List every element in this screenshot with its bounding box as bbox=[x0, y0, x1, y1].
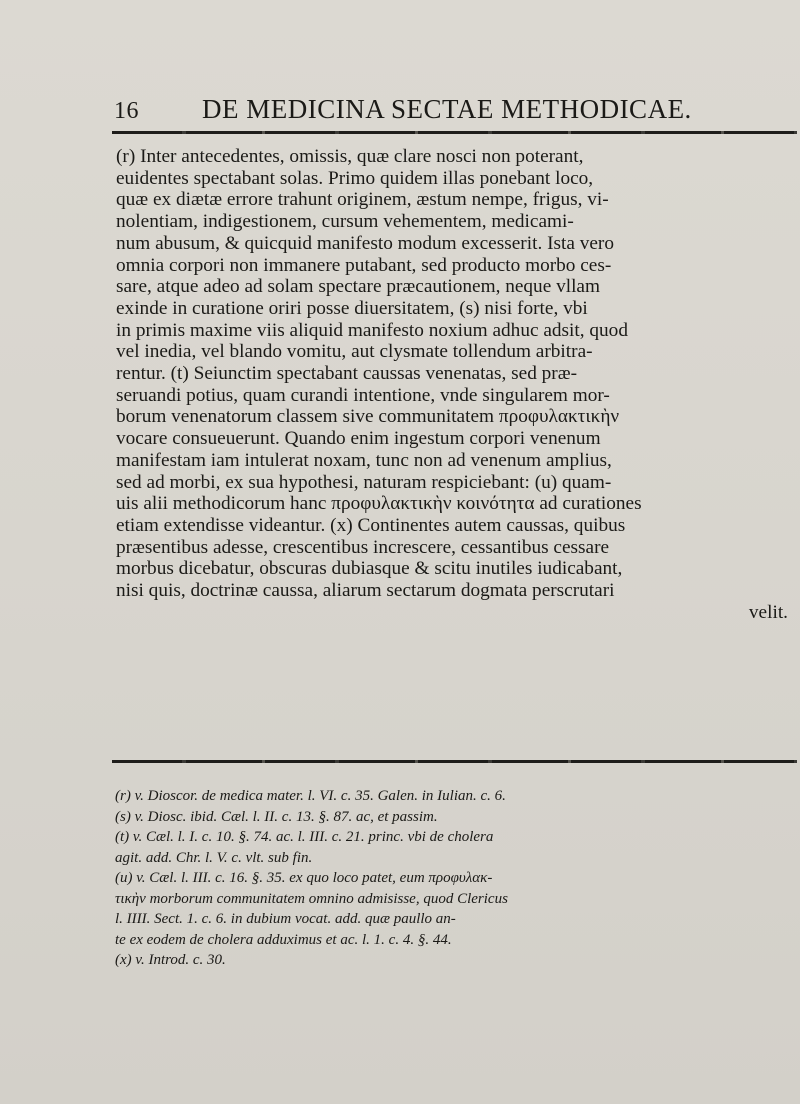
text-line: sed ad morbi, ex sua hypothesi, naturam respiciebant: (u) quam- bbox=[116, 471, 612, 493]
text-line: omnia corpori non immanere putabant, sed producto morbo ces- bbox=[116, 254, 612, 276]
footnote-line: (x) v. Introd. c. 30. bbox=[115, 952, 226, 968]
footnote-separator-rule bbox=[112, 760, 797, 763]
text-line: seruandi potius, quam curandi intentione, vnde singularem mor- bbox=[116, 384, 610, 406]
text-line: morbus dicebatur, obscuras dubiasque & scitu inutiles iudicabant, bbox=[116, 558, 623, 580]
text-line: vocare consueuerunt. Quando enim ingestum corpori venenum bbox=[116, 428, 601, 450]
text-line: borum venenatorum classem sive communitatem προφυλακτικὴν bbox=[116, 406, 620, 428]
text-line: num abusum, & quicquid manifesto modum excesserit. Ista vero bbox=[116, 232, 614, 254]
footnote-line: (r) v. Dioscor. de medica mater. l. VI. c. 35. Galen. in Iulian. c. 6. bbox=[115, 788, 506, 804]
text-line: etiam extendisse videantur. (x) Continentes autem caussas, quibus bbox=[116, 514, 626, 536]
text-line: rentur. (t) Seiunctim spectabant caussas venenatas, sed præ- bbox=[116, 363, 577, 385]
footnote-line: τικὴν morborum communitatem omnino admisisse, quod Clericus bbox=[115, 890, 508, 907]
footnote-line: (t) v. Cæl. l. I. c. 10. §. 74. ac. l. III. c. 21. princ. vbi de cholera bbox=[115, 829, 494, 845]
text-line: (r) Inter antecedentes, omissis, quæ clare nosci non poterant, bbox=[116, 146, 584, 167]
text-line: quæ ex diætæ errore trahunt originem, æstum nempe, frigus, vi- bbox=[116, 189, 609, 211]
text-line: in primis maxime viis aliquid manifesto noxium adhuc adsit, quod bbox=[116, 319, 628, 341]
footnote-line: l. IIII. Sect. 1. c. 6. in dubium vocat. add. quæ paullo an- bbox=[115, 911, 456, 927]
footnote-line: (u) v. Cæl. l. III. c. 16. §. 35. ex quo loco patet, eum προφυλακ- bbox=[115, 870, 493, 886]
running-header bbox=[114, 94, 800, 125]
header-rule bbox=[112, 131, 797, 134]
text-line: manifestam iam intulerat noxam, tunc non ad venenum amplius, bbox=[116, 449, 612, 471]
text-line: uis alii methodicorum hanc προφυλακτικὴν κοινότητα ad curationes bbox=[116, 493, 642, 515]
main-text bbox=[116, 146, 796, 623]
footnote-line: (s) v. Diosc. ibid. Cæl. l. II. c. 13. §. 87. ac, et passim. bbox=[115, 808, 438, 825]
text-line: exinde in curatione oriri posse diuersitatem, (s) nisi forte, vbi bbox=[116, 297, 588, 319]
page-title: DE MEDICINA SECTAE METHODICAE. bbox=[202, 94, 692, 124]
footnote-line: agit. add. Chr. l. V. c. vlt. sub fin. bbox=[115, 849, 313, 866]
footnotes bbox=[115, 786, 795, 971]
text-line: velit. bbox=[748, 601, 788, 623]
footnote-line: te ex eodem de cholera adduximus et ac. l. 1. c. 4. §. 44. bbox=[115, 931, 452, 948]
text-line: præsentibus adesse, crescentibus increscere, cessantibus cessare bbox=[116, 536, 610, 558]
text-line: euidentes spectabant solas. Primo quidem illas ponebant loco, bbox=[116, 167, 594, 189]
text-line: nisi quis, doctrinæ caussa, aliarum sectarum dogmata perscrutari bbox=[116, 580, 615, 602]
text-line: vel inedia, vel blando vomitu, aut clysmate tollendum arbitra- bbox=[116, 341, 593, 363]
page-number: 16 bbox=[114, 98, 139, 124]
text-line: nolentiam, indigestionem, cursum vehementem, medicami- bbox=[116, 211, 574, 233]
text-line: sare, atque adeo ad solam spectare præcautionem, neque vllam bbox=[116, 276, 600, 298]
